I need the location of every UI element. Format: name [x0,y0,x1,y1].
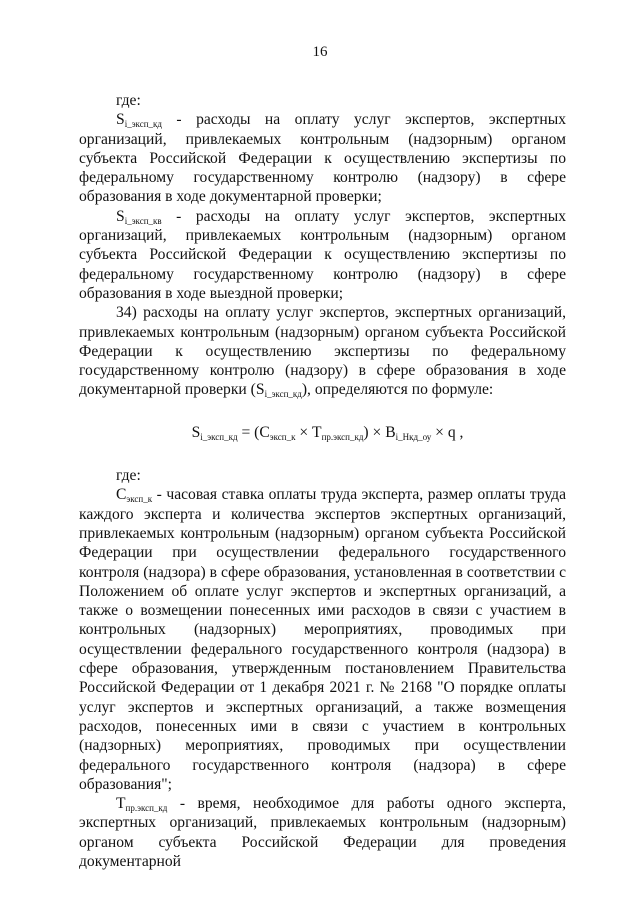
symbol-subscript: i_эксп_кв [124,215,162,226]
formula-end: , [455,423,464,441]
symbol: C [116,486,127,504]
definition-s-exp-kd [79,110,566,206]
symbol-subscript: i_эксп_кд [264,389,302,400]
symbol-subscript: i_эксп_кд [124,119,162,130]
definition-text: - часовая ставка оплаты труда эксперта, размер оплаты труда каждого эксперта и количества экспертов экспертных организаций, привлекаемых контрольным (надзорным) органом субъекта Российской Федерации при осуществлении федерального государственного контроля (надзора) в сфере образования, установленная в соответствии с Положением об оплате услуг экспертов и экспертных организаций, а также о возмещении понесенных ими расходов в связи с участием в контрольных (надзорных) мероприятиях, проводимых при осуществлении федерального государственного контроля (надзора) в сфере образования, утвержденным постановлением Правительства Российской Федерации от 1 декабря 2021 г. № 2168 "О порядке оплаты услуг экспертов и экспертных организаций, а также возмещения расходов, понесенных ими в связи с участием в контрольных (надзорных) мероприятиях, проводимых при осуществлении федерального государственного контроля (надзора) в сфере образования"; [79,486,566,793]
item-34-tail: ), определяются по формуле: [301,381,494,399]
definition-t-pr-exp-kd [79,794,566,871]
item-34 [79,303,566,399]
formula-times: × [431,423,448,441]
definition-s-exp-kv [79,207,566,303]
formula-equals: = ( [237,423,260,441]
formula-t: T [312,423,322,441]
formula-s: S [191,423,201,441]
formula-s-subscript: i_эксп_кд [200,431,238,442]
symbol: S [116,207,125,225]
page-number: 16 [312,44,328,60]
item-34-text: 34) расходы на оплату услуг экспертов, экспертных организаций, привлекаемых контрольным (надзорным) органом субъекта Российской Федерации к осуществлению экспертизы по федеральному государственному контролю (надзору) в сфере образования в ходе документарной проверки ( [79,304,566,399]
formula-b-subscript: i_Нкд_оу [395,431,432,442]
formula-q: q [447,423,456,441]
symbol-subscript: эксп_к [126,494,153,505]
document-body [79,91,566,871]
formula-t-subscript: пр.эксп_кд [321,431,364,442]
formula-b: B [385,423,396,441]
definition-text: - расходы на оплату услуг экспертов, экспертных организаций, привлекаемых контрольным (надзорным) органом субъекта Российской Федерации к осуществлению экспертизы по федеральному государственному контролю (надзору) в сфере образования в ходе выездной проверки; [79,207,566,302]
symbol: S [255,381,265,399]
definition-c-exp-k [79,485,566,794]
formula [79,423,566,442]
where-label-2: где: [116,467,141,485]
symbol-subscript: пр.эксп_кд [125,803,168,814]
formula-c-subscript: эксп_к [269,431,296,442]
symbol: T [116,795,126,813]
formula-times: × [295,423,313,441]
symbol: S [116,111,125,129]
where-label-1: где: [116,92,141,109]
definition-text: - время, необходимое для работы одного эксперта, экспертных организаций, привлекаемых контрольным (надзорным) органом субъекта Российской Федерации для проведения документарной [79,795,566,870]
definition-text: - расходы на оплату услуг экспертов, экспертных организаций, привлекаемых контрольным (надзорным) органом субъекта Российской Федерации к осуществлению экспертизы по федеральному государственному контролю (надзору) в сфере образования в ходе документарной проверки; [79,111,566,206]
formula-c: C [259,423,270,441]
formula-close-times: ) × [363,423,386,441]
